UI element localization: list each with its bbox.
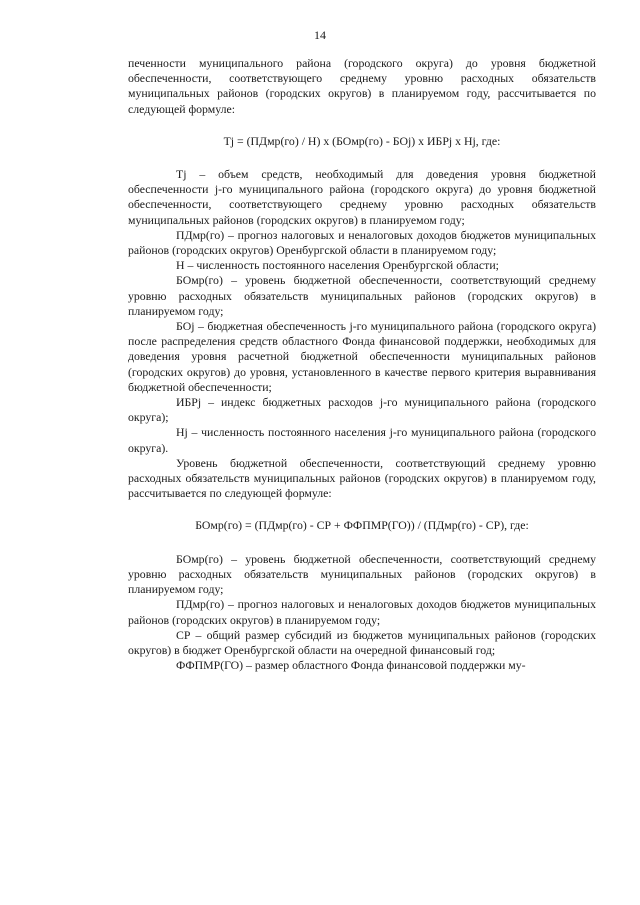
paragraph-ibrj-definition: ИБРj – индекс бюджетных расходов j-го муниципального района (городского округа); bbox=[128, 395, 596, 425]
paragraph-pdmr-definition-2: ПДмр(го) – прогноз налоговых и неналоговых доходов бюджетов муниципальных районов (городских округов) в планируемом году; bbox=[128, 597, 596, 627]
paragraph-bomr-definition-2: БОмр(го) – уровень бюджетной обеспеченности, соответствующий среднему уровню расходных обязательств муниципальных районов (городских округов) в планируемом году; bbox=[128, 551, 596, 597]
paragraph-nj-definition: Нj – численность постоянного населения j-го муниципального района (городского округа). bbox=[128, 425, 596, 455]
formula-bomr: БОмр(го) = (ПДмр(го) - СР + ФФПМР(ГО)) / (ПДмр(го) - СР), где: bbox=[195, 518, 529, 533]
paragraph-n-definition: Н – численность постоянного населения Оренбургской области; bbox=[176, 258, 499, 273]
formula-tj: Tj = (ПДмр(го) / Н) x (БОмр(го) - БОj) x ИБРj x Нj, где: bbox=[223, 133, 501, 148]
page-number: 14 bbox=[314, 28, 326, 42]
paragraph-boj-definition: БОj – бюджетная обеспеченность j-го муниципального района (городского округа) после распределения средств областного Фонда финансовой поддержки, необходимых для доведения уровня расчетной бюджетной обеспеченности муниципальных районов (городских округов) до уровня, установленного в качестве первого критерия выравнивания бюджетной обеспеченности; bbox=[128, 319, 596, 394]
paragraph-sr-definition: СР – общий размер субсидий из бюджетов муниципальных районов (городских округов) в бюджет Оренбургской области на очередной финансовый год; bbox=[128, 627, 596, 657]
paragraph-intro: печенности муниципального района (городского округа) до уровня бюджетной обеспеченности, соответствующего среднему уровню расходных обязательств муниципальных районов (городских округов) в планируемом году, рассчитывается по следующей формуле: bbox=[128, 56, 596, 116]
paragraph-ffpmr-definition: ФФПМР(ГО) – размер областного Фонда финансовой поддержки му- bbox=[176, 658, 526, 673]
paragraph-level-intro: Уровень бюджетной обеспеченности, соответствующий среднему уровню расходных обязательств муниципальных районов (городских округов) в планируемом году, рассчитывается по следующей формуле: bbox=[128, 455, 596, 501]
paragraph-pdmr-definition: ПДмр(го) – прогноз налоговых и неналоговых доходов бюджетов муниципальных районов (городских округов) Оренбургской области в планируемом году; bbox=[128, 227, 596, 258]
document-body bbox=[128, 56, 596, 673]
paragraph-bomr-definition: БОмр(го) – уровень бюджетной обеспеченности, соответствующий среднему уровню расходных обязательств муниципальных районов (городских округов) в планируемом году; bbox=[128, 273, 596, 318]
paragraph-tj-definition: Tj – объем средств, необходимый для доведения уровня бюджетной обеспеченности j-го муниципального района (городского округа) до уровня бюджетной обеспеченности, соответствующего среднему уровню расходных обязательств муниципальных районов (городских округов) в планируемом году; bbox=[128, 167, 596, 227]
